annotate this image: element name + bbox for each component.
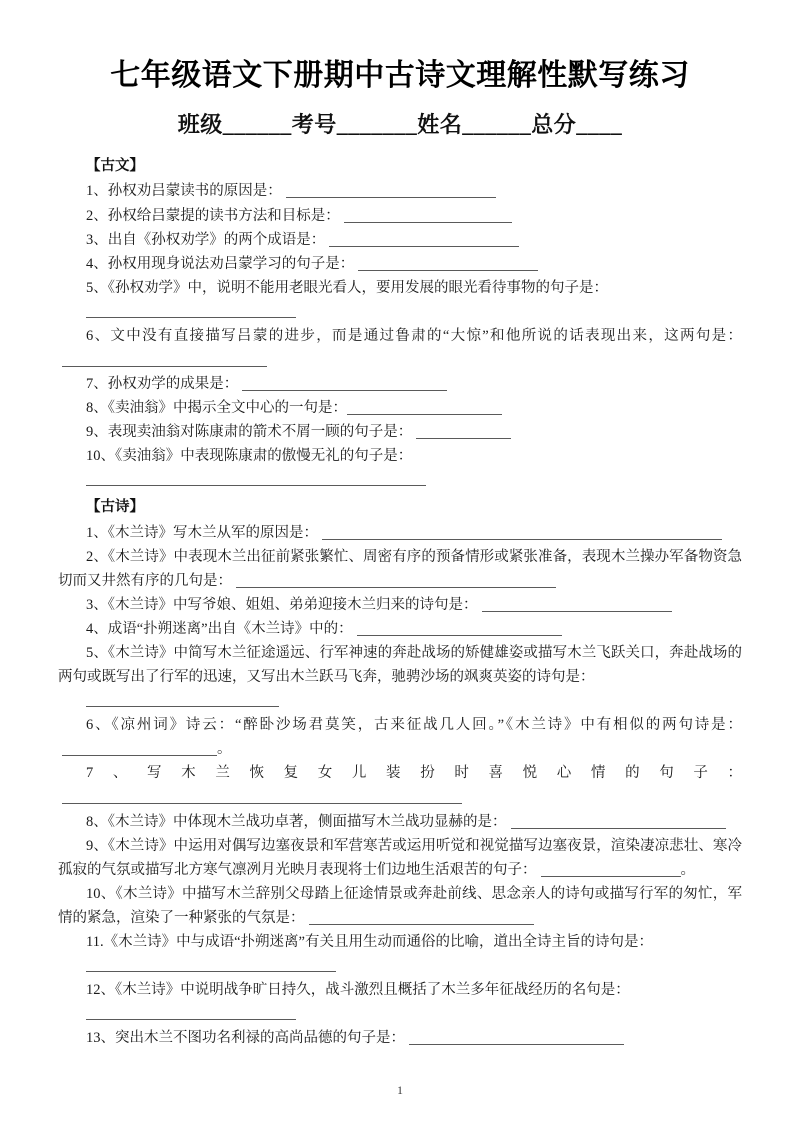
answer-blank[interactable] <box>62 353 267 367</box>
question-item <box>58 617 742 641</box>
sections-container <box>58 155 742 1050</box>
question-item <box>58 252 742 276</box>
question-item <box>58 396 742 420</box>
question-text: 11.《木兰诗》中与成语“扑朔迷离”有关且用生动而通俗的比喻，道出全诗主旨的诗句是： <box>86 933 653 950</box>
answer-blank-row <box>58 689 742 713</box>
answer-blank[interactable] <box>358 257 538 271</box>
answer-blank[interactable] <box>242 377 447 391</box>
question-item <box>58 420 742 444</box>
question-item <box>58 228 742 252</box>
answer-blank[interactable] <box>86 1006 296 1020</box>
answer-blank[interactable] <box>62 791 462 805</box>
answer-blank-row <box>58 468 742 492</box>
answer-blank[interactable] <box>416 425 511 439</box>
answer-blank[interactable] <box>344 209 512 223</box>
question-item <box>58 1026 742 1050</box>
worksheet-body <box>0 139 800 1050</box>
question-text: 7、孙权劝学的成果是： <box>86 375 239 392</box>
question-item <box>58 521 742 545</box>
question-text: 10、《卖油翁》中表现陈康肃的傲慢无礼的句子是： <box>86 448 413 465</box>
answer-blank[interactable] <box>482 598 672 612</box>
question-text: 4、孙权用现身说法劝吕蒙学习的句子是： <box>86 255 355 272</box>
answer-blank[interactable] <box>286 185 496 199</box>
question-text: 2、孙权给吕蒙提的读书方法和目标是： <box>86 207 340 224</box>
question-list <box>58 179 742 492</box>
section-heading: 【古文】 <box>86 158 144 174</box>
question-item <box>58 978 742 1002</box>
question-text: 6、《凉州词》诗云：“醉卧沙场君莫笑，古来征战几人回。”《木兰诗》中有相似的两句诗是： <box>86 717 742 734</box>
question-item <box>58 834 742 882</box>
answer-blank[interactable] <box>511 815 726 829</box>
section-heading: 【古诗】 <box>86 499 144 516</box>
question-text: 8、《木兰诗》中体现木兰战功卓著，侧面描写木兰战功显赫的是： <box>86 813 507 830</box>
question-item <box>58 444 742 468</box>
page-number: 1 <box>397 1083 403 1097</box>
question-text: 3、出自《孙权劝学》的两个成语是： <box>86 231 326 248</box>
answer-blank-row <box>58 1002 742 1026</box>
question-text: 3、《木兰诗》中写爷娘、姐姐、弟弟迎接木兰归来的诗句是： <box>86 596 478 613</box>
answer-blank[interactable] <box>409 1031 624 1045</box>
question-item <box>58 372 742 396</box>
question-item <box>58 545 742 593</box>
question-item <box>58 810 742 834</box>
page-title: 七年级语文下册期中古诗文理解性默写练习 <box>110 59 690 92</box>
student-info-line: 班级______考号_______姓名______总分____ <box>177 112 623 137</box>
question-text: 7、写木兰恢复女儿装扮时喜悦心情的句子： <box>86 765 742 782</box>
question-text: 6、文中没有直接描写吕蒙的进步，而是通过鲁肃的“大惊”和他所说的话表现出来，这两句是： <box>86 327 742 344</box>
question-text: 4、成语“扑朔迷离”出自《木兰诗》中的： <box>86 621 353 638</box>
answer-blank[interactable] <box>329 233 519 247</box>
question-item <box>58 179 742 203</box>
question-text: 9、表现卖油翁对陈康肃的箭术不屑一顾的句子是： <box>86 424 413 441</box>
answer-blank[interactable] <box>62 743 217 757</box>
answer-blank-row <box>58 954 742 978</box>
question-text: 5、《孙权劝学》中，说明不能用老眼光看人，要用发展的眼光看待事物的句子是： <box>86 279 608 296</box>
question-text: 9、《木兰诗》中运用对偶写边塞夜景和军营寒苦或运用听觉和视觉描写边塞夜景，渲染凄凉悲壮、寒冷孤寂的气氛或描写北方寒气凛冽月光映月表现将士们边地生活艰苦的句子： <box>58 837 742 878</box>
answer-blank[interactable] <box>322 526 722 540</box>
question-text: 5、《木兰诗》中简写木兰征途遥远、行军神速的奔赴战场的矫健雄姿或描写木兰飞跃关口，奔赴战场的两句或既写出了行军的迅速，又写出木兰跃马飞奔，驰骋沙场的飒爽英姿的诗句是： <box>58 645 742 686</box>
question-text: 13、突出木兰不图功名利禄的高尚品德的句子是： <box>86 1030 405 1047</box>
question-item <box>58 324 742 372</box>
question-item <box>58 276 742 300</box>
answer-blank[interactable] <box>86 958 336 972</box>
question-item <box>58 761 742 809</box>
sentence-period: 。 <box>680 861 695 878</box>
question-text: 8、《卖油翁》中揭示全文中心的一句是： <box>86 400 347 417</box>
question-item <box>58 593 742 617</box>
question-list <box>58 521 742 1050</box>
answer-blank[interactable] <box>236 574 556 588</box>
answer-blank[interactable] <box>357 622 562 636</box>
question-text: 12、《木兰诗》中说明战争旷日持久，战斗激烈且概括了木兰多年征战经历的名句是： <box>86 981 630 998</box>
question-text: 2、《木兰诗》中表现木兰出征前紧张繁忙、周密有序的预备情形或紧张准备，表现木兰操办军备物资急切而又井然有序的几句是： <box>58 548 742 589</box>
answer-blank[interactable] <box>541 863 681 877</box>
question-text: 1、孙权劝吕蒙读书的原因是： <box>86 183 282 200</box>
question-item <box>58 882 742 930</box>
question-text: 1、《木兰诗》写木兰从军的原因是： <box>86 524 318 541</box>
question-item <box>58 713 742 761</box>
answer-blank[interactable] <box>86 472 426 486</box>
answer-blank[interactable] <box>347 401 502 415</box>
answer-blank[interactable] <box>309 911 534 925</box>
question-item <box>58 930 742 954</box>
sentence-period: 。 <box>217 741 232 758</box>
answer-blank-row <box>58 300 742 324</box>
answer-blank[interactable] <box>86 693 279 707</box>
question-text: 10、《木兰诗》中描写木兰辞别父母踏上征途情景或奔赴前线、思念亲人的诗句或描写行军的匆忙，军情的紧急，渲染了一种紧张的气氛是： <box>58 885 742 926</box>
answer-blank[interactable] <box>86 304 296 318</box>
question-item <box>58 204 742 228</box>
question-item <box>58 641 742 689</box>
